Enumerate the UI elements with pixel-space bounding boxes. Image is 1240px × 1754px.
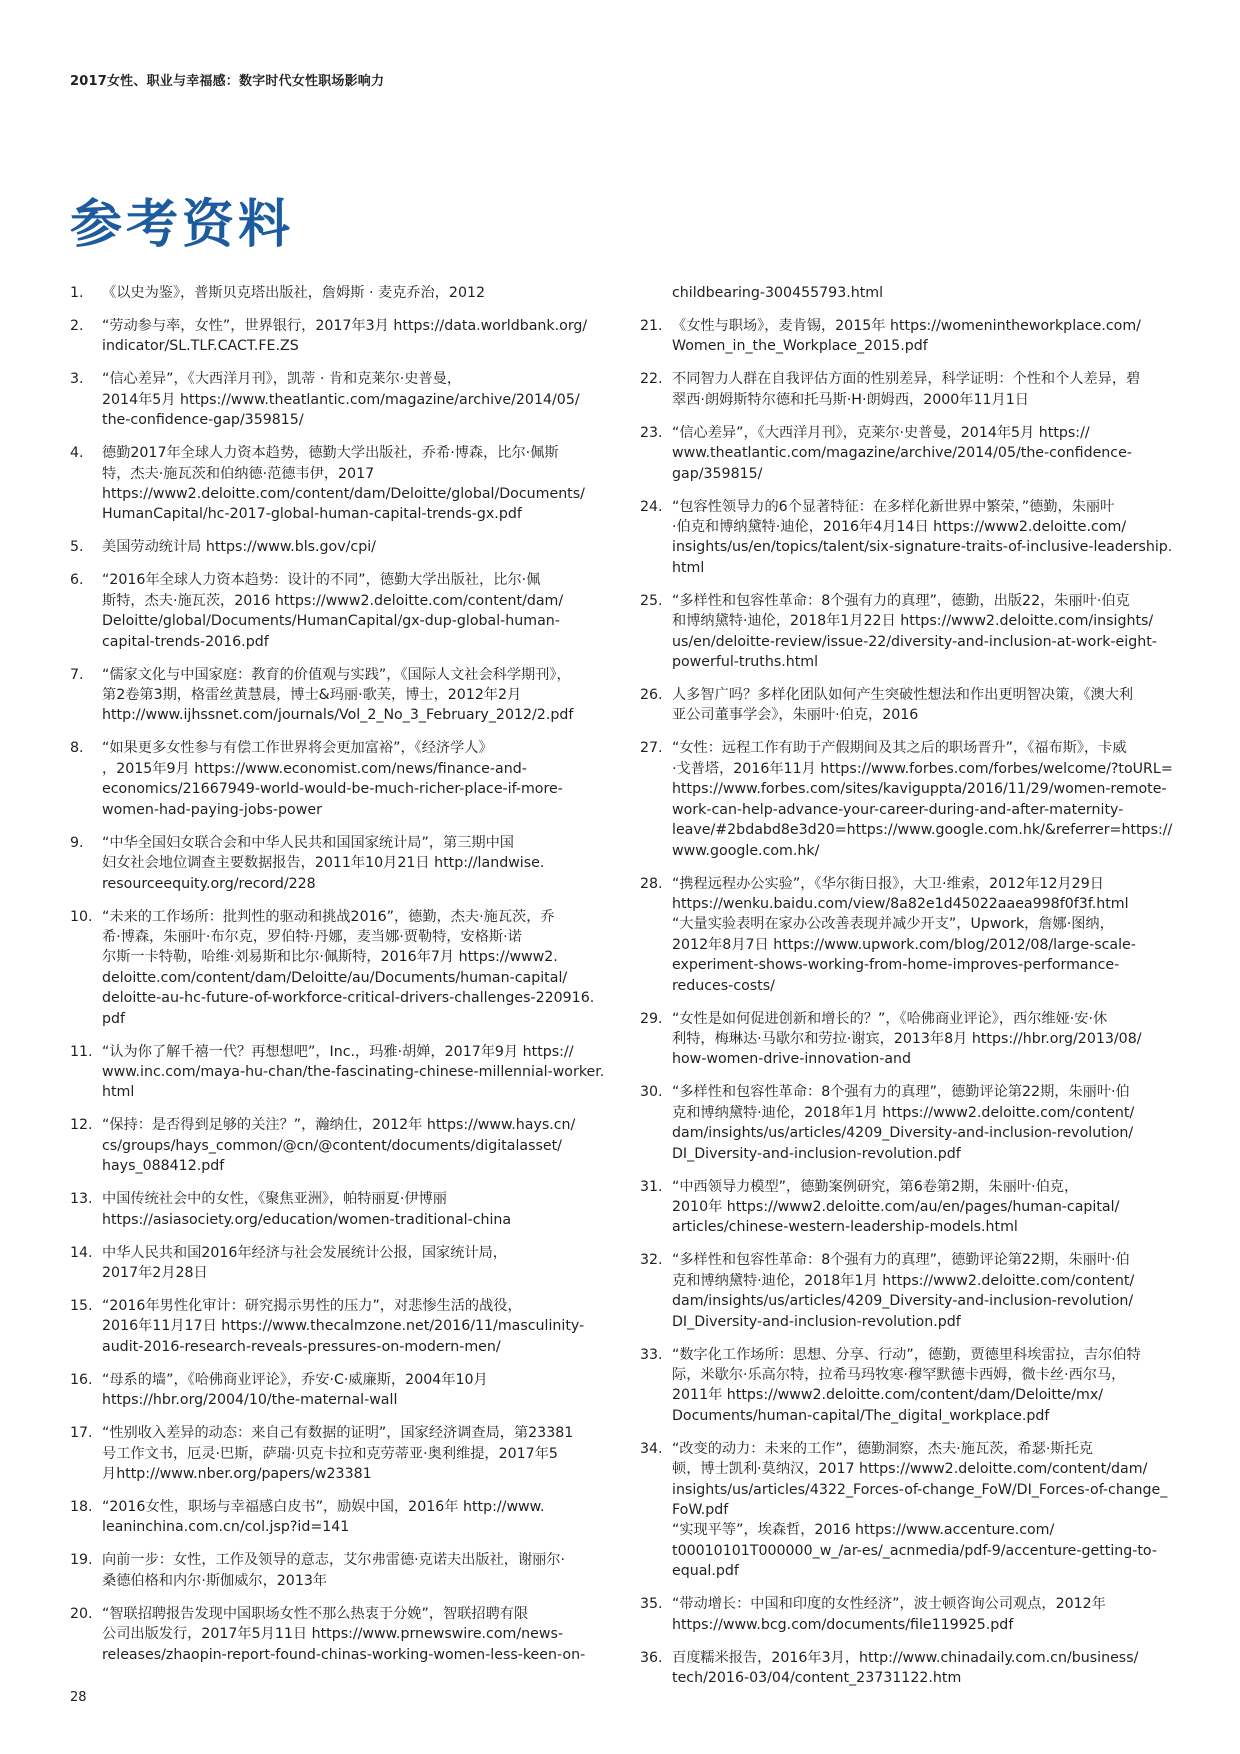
reference-number: 24.	[640, 498, 663, 515]
reference-text: “中华全国妇女联合会和中华人民共和国国家统计局”，第三期中国 妇女社会地位调查主要数据报告，2011年10月21日 http://landwise. resourceequity.org/record/228	[102, 834, 545, 892]
reference-number: 1.	[70, 285, 84, 301]
reference-item	[640, 316, 1185, 357]
reference-text: “认为你了解千禧一代？再想想吧”，Inc.，玛雅·胡婵，2017年9月 https:// www.inc.com/maya-hu-chan/the-fascinating-chinese-millennial-worker. html	[102, 1043, 605, 1101]
reference-text: “带动增长：中国和印度的女性经济”，波士顿咨询公司观点，2012年 https://www.bcg.com/documents/file119925.pdf	[672, 1596, 1106, 1633]
reference-text: “如果更多女性参与有偿工作世界将会更加富裕”，《经济学人》 ，2015年9月 https://www.economist.com/news/finance-and- economics/21667949-world-would-be-much-richer-place-if-more- women-had-paying-jobs-power	[102, 740, 563, 818]
reference-item	[640, 591, 1185, 673]
reference-text: 不同智力人群在自我评估方面的性别差异，科学证明：个性和个人差异，碧 翠西·朗姆斯特尔德和托马斯·H·朗姆西，2000年11月1日	[672, 371, 1141, 408]
reference-text: “2016年全球人力资本趋势：设计的不同”，德勤大学出版社，比尔·佩 斯特，杰夫·施瓦茨，2016 https://www2.deloitte.com/content/dam/ Deloitte/global/Documents/HumanCapital/gx-dup-global-human- capital-trends-2016.pdf	[102, 572, 564, 650]
reference-text: “2016女性，职场与幸福感白皮书”，励娱中国，2016年 http://www. leaninchina.com.cn/col.jsp?id=141	[102, 1499, 545, 1536]
reference-text: 百度糯米报告，2016年3月，http://www.chinadaily.com.cn/business/ tech/2016-03/04/content_23731122.htm	[672, 1649, 1139, 1687]
reference-item	[70, 665, 610, 726]
reference-text: 中华人民共和国2016年经济与社会发展统计公报，国家统计局， 2017年2月28日	[102, 1244, 507, 1281]
reference-item	[640, 1345, 1185, 1427]
reference-text: “数字化工作场所：思想、分享、行动”，德勤，贾德里科埃雷拉，吉尔伯特 际，米歇尔·乐高尔特，拉希马玛牧寒·穆罕默德卡西姆，微卡丝·西尔马， 2011年 https://www2.deloitte.com/content/dam/Deloitte/mx/ Documents/human-capital/The_digital_workplace.pdf	[672, 1346, 1141, 1424]
reference-text: “改变的动力：未来的工作”，德勤洞察，杰夫·施瓦茨，希瑟·斯托克 顿，博士凯利·莫纳汉，2017 https://www2.deloitte.com/content/dam/ insights/us/articles/4322_Forces-of-change_FoW/DI_Forces-of-change_ FoW.pdf “实现平等”，埃森哲，2016 https://www.accenture.com/ t00010101T000000_w_/ar-es/_acnmedia/pdf-9/accenture-getting-to- equal.pdf	[672, 1440, 1168, 1580]
reference-text: “信心差异”，《大西洋月刊》，克莱尔·史普曼，2014年5月 https:// www.theatlantic.com/magazine/archive/2014/05/the-confidence- gap/359815/	[672, 424, 1132, 482]
reference-number: 23.	[640, 424, 663, 441]
reference-text: “性别收入差异的动态：来自己有数据的证明”，国家经济调查局，第23381 号工作文书，厄灵·巴斯，萨瑞·贝克卡拉和克劳蒂亚·奥利维提，2017年5 月http://www.nber.org/papers/w23381	[102, 1425, 574, 1482]
reference-item	[70, 907, 610, 1029]
reference-continuation: childbearing-300455793.html	[672, 285, 884, 301]
reference-number: 33.	[640, 1346, 663, 1363]
reference-text: “包容性领导力的6个显著特征：在多样化新世界中繁荣，”德勤，朱丽叶 ·伯克和博纳黛特·迪伦，2016年4月14日 https://www2.deloitte.com/ insights/us/en/topics/talent/six-signature-traits-of-inclusive-leadership. html	[672, 498, 1173, 576]
reference-number: 21.	[640, 318, 663, 334]
reference-text: “智联招聘报告发现中国职场女性不那么热衷于分娩”，智联招聘有限 公司出版发行，2017年5月11日 https://www.prnewswire.com/news- releases/zhaopin-report-found-chinas-working-women-less-keen-on-	[102, 1605, 586, 1663]
reference-item	[70, 443, 610, 525]
reference-text: “中西领导力模型”，德勤案例研究，第6卷第2期，朱丽叶·伯克， 2010年 https://www2.deloitte.com/au/en/pages/human-capital/ articles/chinese-western-leadership-models.html	[672, 1178, 1120, 1236]
reference-number: 2.	[70, 318, 84, 334]
reference-item	[70, 1243, 610, 1284]
reference-number: 29.	[640, 1010, 663, 1027]
reference-number: 7.	[70, 666, 84, 683]
reference-item	[70, 1370, 610, 1411]
reference-number: 27.	[640, 740, 663, 757]
reference-text: “女性是如何促进创新和增长的？”，《哈佛商业评论》，西尔维娅·安·休 利特，梅琳达·马歇尔和劳拉·谢宾，2013年8月 https://hbr.org/2013/08/ how-women-drive-innovation-and	[672, 1010, 1142, 1068]
reference-number: 8.	[70, 740, 84, 757]
reference-number: 31.	[640, 1178, 663, 1195]
reference-text: “多样性和包容性革命：8个强有力的真理”，德勤，出版22，朱丽叶·伯克 和博纳黛特·迪伦，2018年1月22日 https://www2.deloitte.com/insights/ us/en/deloitte-review/issue-22/diversity-and-inclusion-at-work-eight- powerful-truths.html	[672, 592, 1157, 671]
reference-item	[70, 1042, 610, 1103]
reference-number: 20.	[70, 1605, 93, 1622]
reference-number: 36.	[640, 1649, 663, 1666]
reference-item	[70, 1604, 610, 1665]
reference-text: 德勤2017年全球人力资本趋势，德勤大学出版社，乔希·博森，比尔·佩斯 特，杰夫·施瓦茨和伯纳德·范德韦伊，2017 https://www2.deloitte.com/content/dam/Deloitte/global/Documents/ HumanCapital/hc-2017-global-human-capital-trends-gx.pdf	[102, 445, 585, 523]
page-title: 参考资料	[70, 195, 295, 255]
reference-number: 17.	[70, 1425, 93, 1442]
reference-number: 6.	[70, 572, 84, 589]
reference-item	[70, 738, 610, 820]
reference-item	[640, 1009, 1185, 1070]
reference-number: 22.	[640, 371, 663, 388]
reference-item	[640, 1594, 1185, 1635]
reference-number: 9.	[70, 834, 84, 851]
reference-item	[70, 570, 610, 652]
references-left-column	[70, 283, 610, 1678]
reference-text: “携程远程办公实验”，《华尔街日报》，大卫·维索，2012年12月29日 https://wenku.baidu.com/view/8a82e1d45022aaea998f0f3f.html “大量实验表明在家办公改善表现并减少开支”，Upwork，詹娜·图纳， 2012年8月7日 https://www.upwork.com/blog/2012/08/large-scale- experiment-shows-working-from-home-improves-performance- reduces-costs/	[672, 875, 1136, 994]
reference-number: 3.	[70, 371, 84, 388]
reference-text: “多样性和包容性革命：8个强有力的真理”，德勤评论第22期，朱丽叶·伯 克和博纳黛特·迪伦，2018年1月 https://www2.deloitte.com/content/ dam/insights/us/articles/4209_Diversity-and-inclusion-revolution/ DI_Diversity-and-inclusion-revolution.pdf	[672, 1084, 1135, 1162]
reference-text: 美国劳动统计局 https://www.bls.gov/cpi/	[102, 539, 376, 556]
reference-number: 30.	[640, 1084, 663, 1101]
reference-number: 34.	[640, 1440, 663, 1457]
reference-number: 16.	[70, 1371, 93, 1388]
reference-item	[640, 738, 1185, 860]
running-header: 2017女性、职业与幸福感：数字时代女性职场影响力	[70, 74, 385, 89]
reference-text: 人多智广吗？多样化团队如何产生突破性想法和作出更明智决策，《澳大利 亚公司董事学会》，朱丽叶·伯克，2016	[672, 687, 1134, 724]
reference-item	[640, 1250, 1185, 1332]
reference-text: “劳动参与率，女性”，世界银行，2017年3月 https://data.worldbank.org/ indicator/SL.TLF.CACT.FE.ZS	[102, 318, 588, 355]
reference-number: 28.	[640, 875, 663, 892]
reference-text: “母系的墙”，《哈佛商业评论》，乔安·C·威廉斯，2004年10月 https://hbr.org/2004/10/the-maternal-wall	[102, 1371, 488, 1409]
reference-number: 26.	[640, 687, 663, 704]
reference-item	[640, 1177, 1185, 1238]
reference-number: 12.	[70, 1117, 93, 1134]
reference-number: 4.	[70, 445, 84, 462]
reference-number: 32.	[640, 1252, 663, 1269]
reference-text: “儒家文化与中国家庭：教育的价值观与实践”，《国际人文社会科学期刊》， 第2卷第3期，格雷丝黄慧晨，博士&玛丽·歌芙，博士，2012年2月 http://www.ijhssnet.com/journals/Vol_2_No_3_February_2012/2.pdf	[102, 666, 574, 724]
reference-item	[640, 423, 1185, 484]
reference-text: “保持：是否得到足够的关注？”，瀚纳仕，2012年 https://www.hays.cn/ cs/groups/hays_common/@cn/@content/documents/digitalasset/ hays_088412.pdf	[102, 1117, 576, 1175]
reference-item	[70, 1550, 610, 1591]
reference-item	[640, 1648, 1185, 1689]
reference-text: “女性：远程工作有助于产假期间及其之后的职场晋升”，《福布斯》，卡威 ·戈普塔，2016年11月 https://www.forbes.com/forbes/welcome/?toURL= https://www.forbes.com/sites/kaviguppta/2016/11/29/women-remote- work-can-help-advance-your-career-during-and-after-maternity- leave/#2bdabd8e3d20=https://www.google.com.hk/&referrer=https:// www.google.com.hk/	[672, 740, 1173, 859]
reference-text: 《女性与职场》，麦肯锡，2015年 https://womenintheworkplace.com/ Women_in_the_Workplace_2015.pdf	[672, 318, 1141, 355]
reference-item	[70, 1115, 610, 1176]
reference-item	[70, 1423, 610, 1484]
reference-item	[640, 497, 1185, 579]
reference-number: 10.	[70, 908, 93, 925]
reference-item	[640, 685, 1185, 726]
reference-number: 18.	[70, 1499, 93, 1515]
reference-number: 13.	[70, 1191, 93, 1208]
reference-number: 19.	[70, 1552, 93, 1569]
reference-text: 向前一步：女性，工作及领导的意志，艾尔弗雷德·克诺夫出版社，谢丽尔· 桑德伯格和内尔·斯伽威尔，2013年	[102, 1552, 566, 1589]
reference-text: 《以史为鉴》，普斯贝克塔出版社，詹姆斯 · 麦克乔治，2012	[102, 285, 486, 301]
references-right-column	[640, 283, 1185, 1701]
reference-number: 35.	[640, 1596, 663, 1613]
reference-item	[640, 1439, 1185, 1582]
reference-text: “未来的工作场所：批判性的驱动和挑战2016”，德勤，杰夫·施瓦茨，乔 希·博森，朱丽叶·布尔克，罗伯特·丹娜，麦当娜·贾勒特，安格斯·诺 尔斯一卡特勒，哈维·刘易斯和比尔·佩斯特，2016年7月 https://www2. deloitte.com/content/dam/Deloitte/au/Documents/human-capital/ deloitte-au-hc-future-of-workforce-critical-drivers-challenges-220916. pdf	[102, 908, 595, 1027]
reference-item	[70, 1497, 610, 1538]
reference-text: “多样性和包容性革命：8个强有力的真理”，德勤评论第22期，朱丽叶·伯 克和博纳黛特·迪伦，2018年1月 https://www2.deloitte.com/content/ dam/insights/us/articles/4209_Diversity-and-inclusion-revolution/ DI_Diversity-and-inclusion-revolution.pdf	[672, 1252, 1135, 1330]
reference-item	[70, 1296, 610, 1357]
reference-item	[640, 1082, 1185, 1164]
page-number: 28	[70, 1690, 87, 1705]
reference-item	[70, 833, 610, 894]
reference-item	[640, 874, 1185, 996]
reference-text: “信心差异”，《大西洋月刊》，凯蒂 · 肯和克莱尔·史普曼， 2014年5月 https://www.theatlantic.com/magazine/archive/2014/05/ the-confidence-gap/359815/	[102, 371, 580, 429]
reference-number: 25.	[640, 592, 663, 609]
reference-number: 14.	[70, 1244, 93, 1261]
reference-item	[70, 283, 610, 303]
reference-item	[70, 316, 610, 357]
reference-item	[70, 1189, 610, 1230]
reference-number: 5.	[70, 539, 84, 556]
reference-item	[640, 369, 1185, 410]
reference-text: “2016年男性化审计：研究揭示男性的压力”，对悲惨生活的战役， 2016年11月17日 https://www.thecalmzone.net/2016/11/masculinity- audit-2016-research-reveals-pressures-on-modern-men/	[102, 1297, 585, 1355]
reference-number: 15.	[70, 1297, 93, 1314]
reference-text: 中国传统社会中的女性，《聚焦亚洲》，帕特丽夏·伊博丽 https://asiasociety.org/education/women-traditional-china	[102, 1191, 512, 1228]
reference-item	[70, 369, 610, 430]
reference-item	[70, 537, 610, 557]
reference-number: 11.	[70, 1043, 93, 1060]
